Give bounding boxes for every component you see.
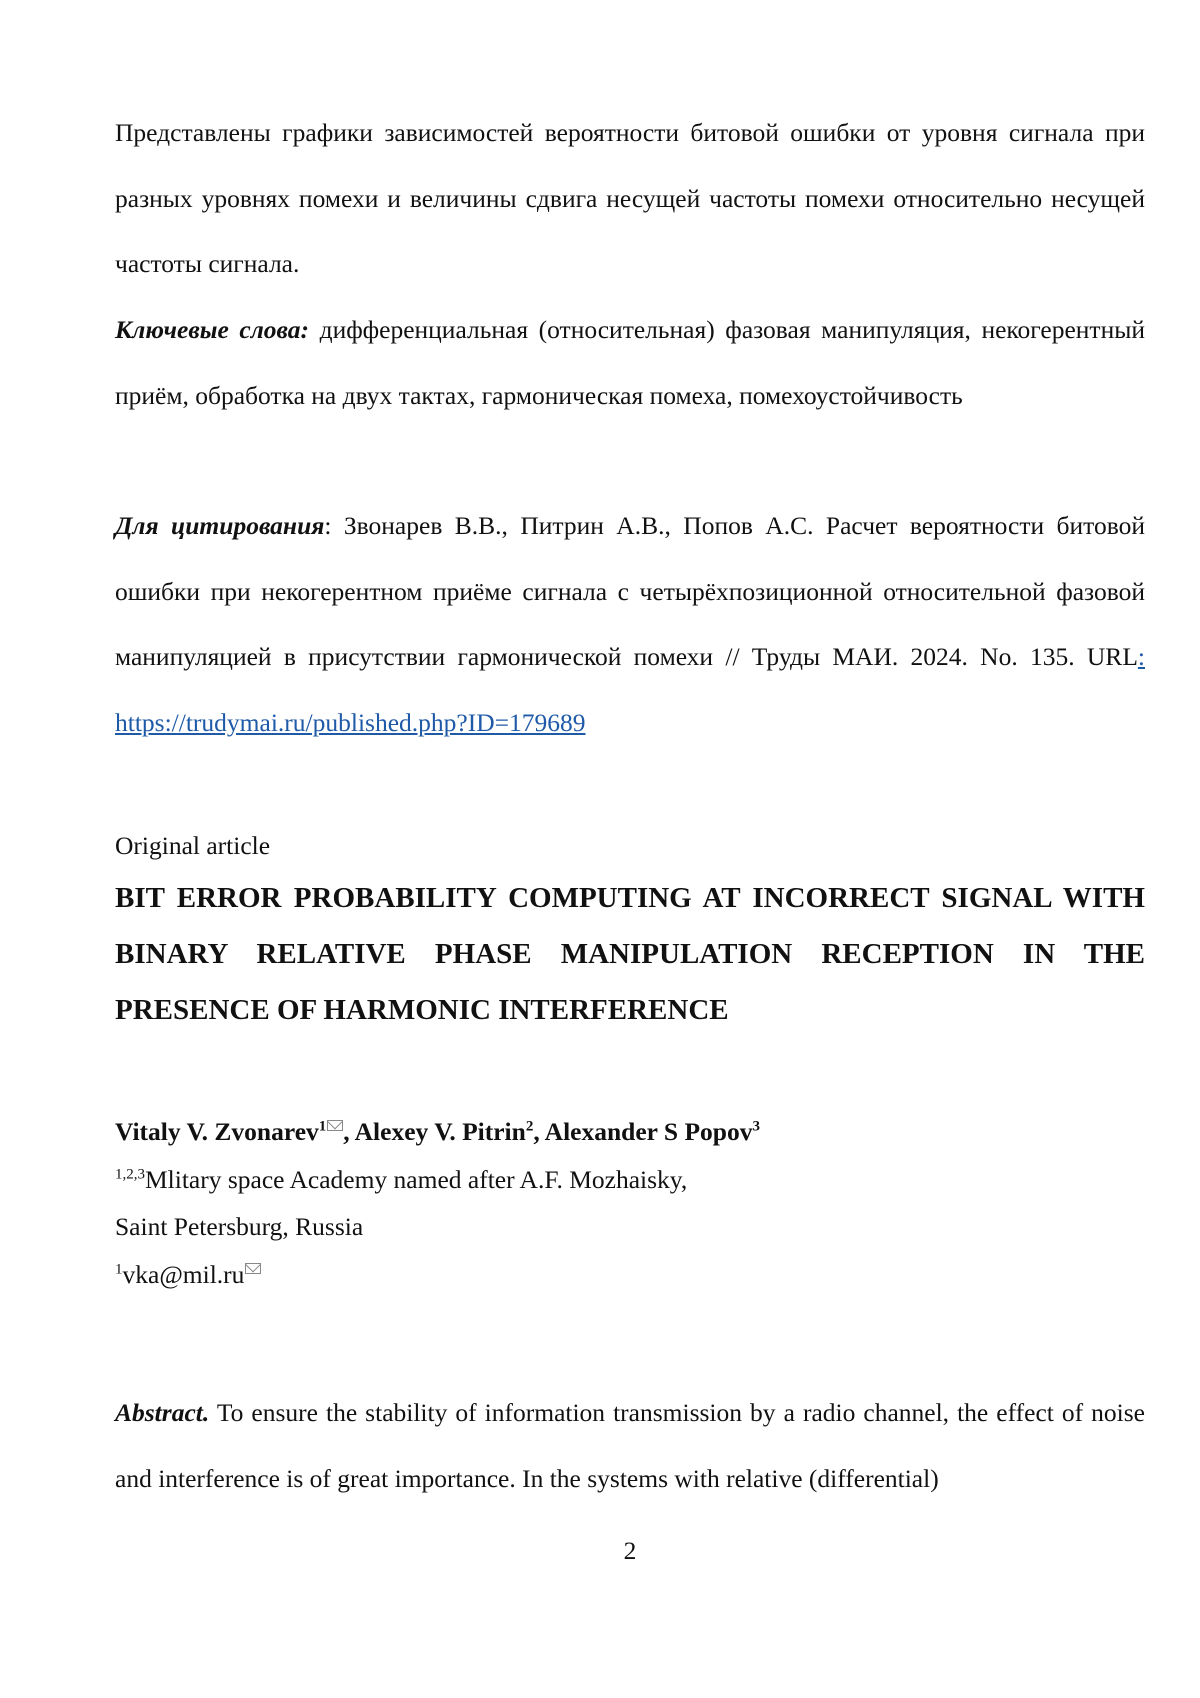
email-line xyxy=(115,1255,261,1295)
author-name-3: Alexander S Popov xyxy=(544,1117,753,1146)
abstract-en-text: To ensure the stability of information transmission by a radio channel, the effect of noise and interference is of great importance. In the systems with relative (differential) xyxy=(115,1398,1145,1493)
author-name-1: Vitaly V. Zvonarev xyxy=(115,1117,319,1146)
author-name-2: Alexey V. Pitrin xyxy=(354,1117,526,1146)
citation-ru-text: : Звонарев В.В., Питрин А.В., Попов А.С. Расчет вероятности битовой ошибки при некогерентном приёме сигнала с четырёхпозиционной относительной фазовой манипуляцией в присутствии гармонической помехи // Труды МАИ. 2024. No. 135. URL xyxy=(115,511,1145,671)
author-list: Vitaly V. Zvonarev$^1$ , Alexey V. Pitrin$^2$, Alexander S Popov$^3$ xyxy=(115,1117,760,1146)
email-address: vka@mil.ru xyxy=(122,1260,245,1289)
keywords-ru-text: дифференциальная (относительная) фазовая манипуляция, некогерентный приём, обработка на двух тактах, гармоническая помеха, помехоустойчивость xyxy=(115,315,1146,410)
abstract-ru-paragraph xyxy=(115,100,1145,297)
article-type: Original article xyxy=(115,831,271,860)
keywords-ru-label: Ключевые слова: xyxy=(115,315,309,344)
envelope-icon xyxy=(245,1263,261,1274)
email-sup: 1 xyxy=(115,1261,123,1278)
affiliation-sup: 1,2,3 xyxy=(115,1166,145,1183)
author-sup-2: 2 xyxy=(525,1118,534,1135)
affiliation-line-1 xyxy=(115,1160,687,1200)
author-sup-1: 1 xyxy=(318,1118,327,1135)
citation-ru-label: Для цитирования xyxy=(115,511,325,540)
affiliation-text-1: Mlitary space Academy named after A.F. Mozhaisky, xyxy=(145,1165,688,1194)
abstract-en-paragraph xyxy=(115,1380,1145,1511)
citation-ru-paragraph xyxy=(115,493,1145,755)
envelope-icon xyxy=(327,1120,343,1131)
abstract-en-label: Abstract. xyxy=(115,1398,210,1427)
keywords-ru-paragraph xyxy=(115,297,1145,428)
article-title-en: BIT ERROR PROBABILITY COMPUTING AT INCORRECT SIGNAL WITH BINARY RELATIVE PHASE MANIPULATION RECEPTION IN THE PRESENCE OF HARMONIC INTERFERENCE xyxy=(115,882,1145,1026)
citation-url-link[interactable]: : https://trudymai.ru/published.php?ID=179689 xyxy=(115,642,1145,737)
page-number: 2 xyxy=(623,1536,637,1565)
author-sup-3: 3 xyxy=(752,1118,760,1135)
abstract-ru-text: Представлены графики зависимостей вероятности битовой ошибки от уровня сигнала при разных уровнях помехи и величины сдвига несущей частоты помехи относительно несущей частоты сигнала. xyxy=(115,118,1145,278)
affiliation-line-2: Saint Petersburg, Russia xyxy=(115,1212,364,1241)
